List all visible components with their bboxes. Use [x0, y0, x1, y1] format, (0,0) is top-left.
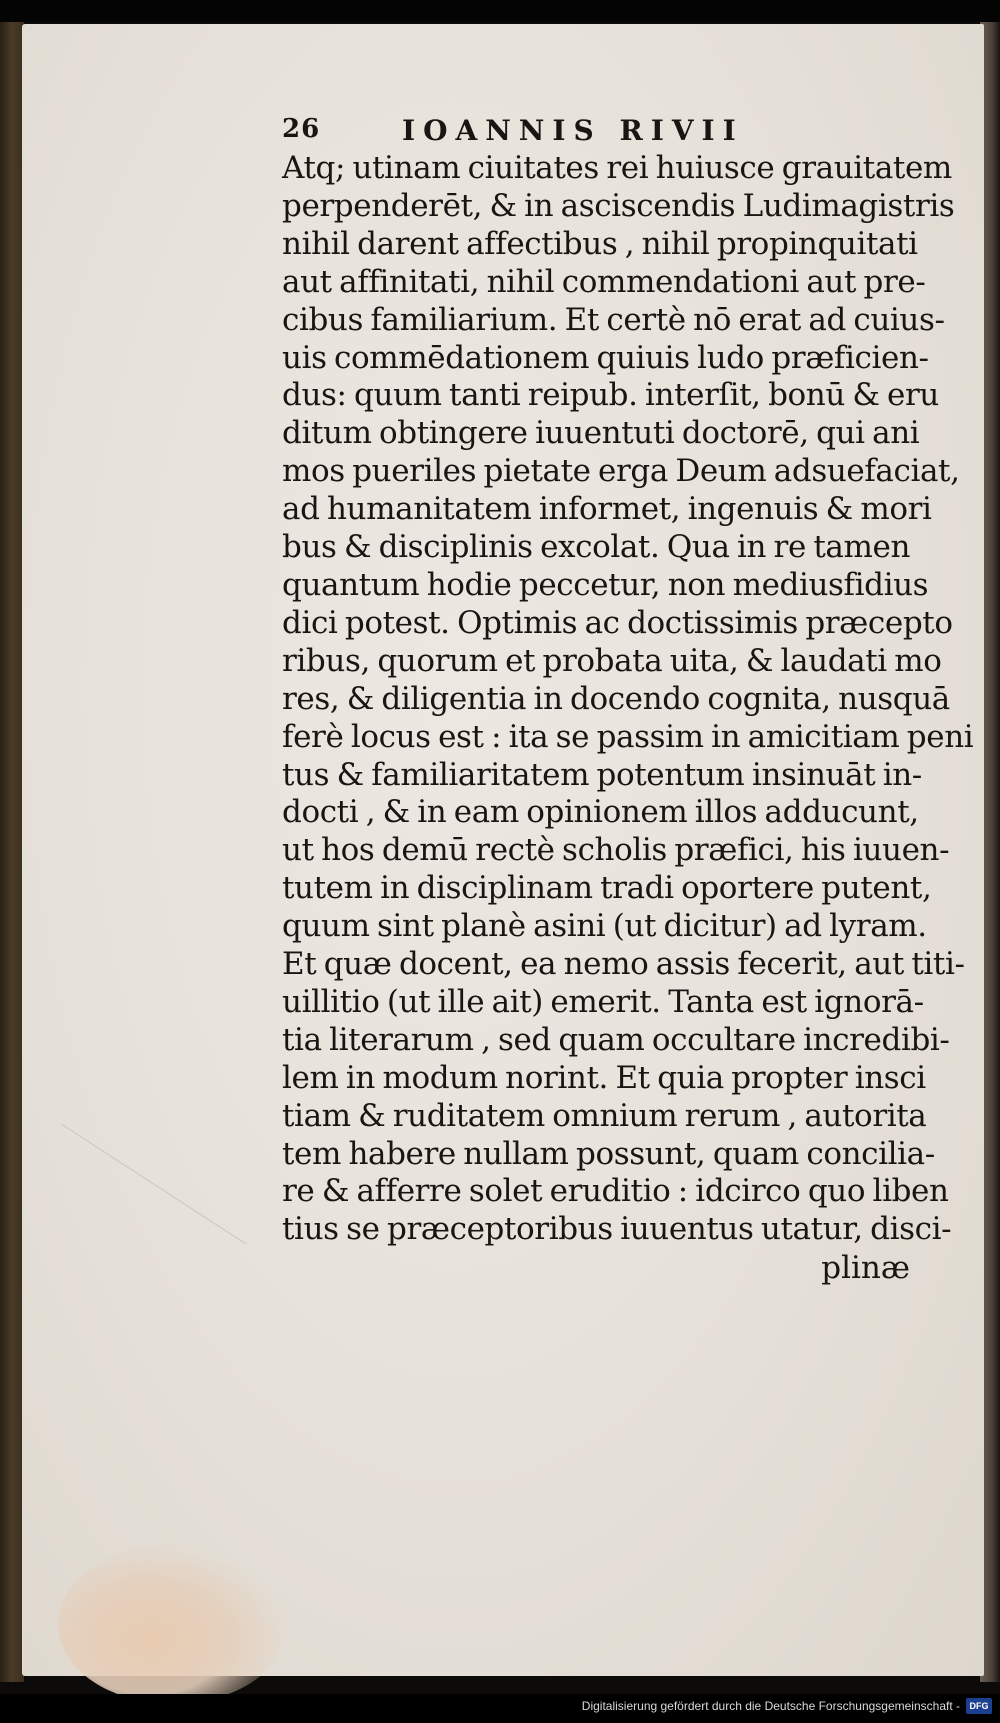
- text-line: lem in modum norint. Et quia propter insci: [282, 1059, 926, 1096]
- text-line: res, & diligentia in docendo cognita, nusquā: [282, 680, 950, 717]
- text-line: Et quæ docent, ea nemo assis fecerit, aut titi-: [282, 946, 965, 983]
- text-line: cibus familiarium. Et certè nō erat ad cuius-: [282, 301, 945, 338]
- text-line: mos pueriles pietate erga Deum adsuefaciat,: [282, 453, 960, 490]
- text-line: dici potest. Optimis ac doctissimis præcepto: [282, 604, 953, 641]
- text-line: tia literarum , sed quam occultare incredibi-: [282, 1021, 950, 1058]
- text-line: quum sint planè asini (ut dicitur) ad lyram.: [282, 908, 927, 945]
- scan-top-edge: [0, 0, 1000, 22]
- text-line: Atq; utinam ciuitates rei huiusce grauitatem: [282, 150, 952, 186]
- text-line: re & afferre solet eruditio : idcirco quo liben: [282, 1173, 949, 1210]
- printed-text-block: [282, 110, 974, 1287]
- binding-left-edge: [0, 22, 24, 1682]
- footer-credit: Digitalisierung gefördert durch die Deutsche Forschungsgemeinschaft -: [581, 1699, 960, 1713]
- water-stain: [58, 1544, 288, 1704]
- text-line: nihil darent affectibus , nihil propinquitati: [282, 225, 918, 262]
- text-line: tus & familiaritatem potentum insinuāt in-: [282, 756, 922, 793]
- text-line: ad humanitatem informet, ingenuis & mori: [282, 491, 932, 528]
- body-text: [282, 150, 974, 1249]
- footer-bar: [0, 1694, 1000, 1723]
- text-line: dus: quum tanti reipub. interſit, bonū & eru: [282, 377, 939, 414]
- text-line: ferè locus est : ita se passim in amicitiam peni: [282, 718, 974, 755]
- text-line: docti , & in eam opinionem illos adducunt,: [282, 794, 919, 831]
- text-line: uillitio (ut ille ait) emerit. Tanta est ignorā-: [282, 983, 924, 1020]
- text-line: quantum hodie peccetur, non mediusfidius: [282, 566, 929, 603]
- text-line: tutem in disciplinam tradi oportere putent,: [282, 870, 932, 907]
- text-line: perpenderēt, & in asciscendis Ludimagistris: [282, 187, 955, 224]
- text-line: tem habere nullam possunt, quam concilia-: [282, 1135, 935, 1172]
- text-line: tius se præceptoribus iuuentus utatur, disci-: [282, 1211, 952, 1248]
- text-line: ditum obtingere iuuentuti doctorē, qui ani: [282, 415, 920, 452]
- catchword: plinæ: [821, 1250, 910, 1287]
- paper-crease: [62, 1124, 247, 1245]
- text-line: tiam & ruditatem omnium rerum , autorita: [282, 1097, 927, 1134]
- running-head: IOANNIS RIVII: [402, 114, 744, 147]
- dfg-logo: DFG: [966, 1698, 992, 1714]
- text-line: bus & disciplinis excolat. Qua in re tamen: [282, 529, 911, 566]
- page-number: 26: [282, 114, 321, 144]
- text-line: ribus, quorum et probata uita, & laudati mo: [282, 642, 942, 679]
- text-line: ut hos demū rectè scholis præfici, his iuuen-: [282, 832, 950, 869]
- text-line: aut affinitati, nihil commendationi aut pre-: [282, 263, 926, 300]
- text-line: uis commēdationem quiuis ludo præficien-: [282, 339, 929, 376]
- page-header: [282, 110, 932, 150]
